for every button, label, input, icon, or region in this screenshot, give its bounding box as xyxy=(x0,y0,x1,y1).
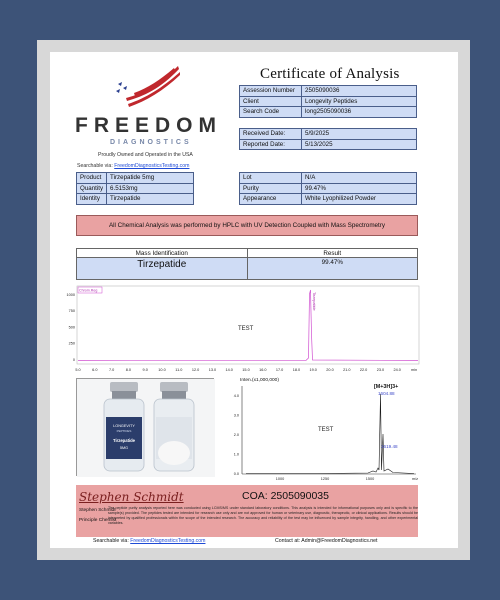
table-cell-label: Received Date: xyxy=(240,129,302,140)
hplc-x-tick-label: 15.0 xyxy=(242,368,250,372)
table-row xyxy=(240,86,417,97)
table-row xyxy=(240,96,417,107)
signature-script: Stephen Schmidt xyxy=(79,490,184,504)
table-cell-value: N/A xyxy=(302,173,417,184)
hplc-y-axis xyxy=(67,293,75,362)
ms-x-axis xyxy=(276,477,418,481)
table-row xyxy=(77,173,194,184)
coa-number: COA: 2505090035 xyxy=(242,490,329,502)
ms-peak-1604: 1604.88 xyxy=(378,391,395,396)
logo-tagline: Proudly Owned and Operated in the USA xyxy=(98,152,193,158)
table-cell-value: Tirzepatide 5mg xyxy=(107,173,194,184)
table-cell-label: Product xyxy=(77,173,107,184)
table-row xyxy=(240,194,417,205)
ms-trace xyxy=(246,394,414,474)
ms-x-tick-label: 1500 xyxy=(365,477,375,481)
table-cell-label: Search Code xyxy=(240,107,302,118)
table-cell-value: 6.5153mg xyxy=(107,183,194,194)
vial-image-icon xyxy=(77,379,215,477)
mass-col-header: Mass Identification xyxy=(77,249,248,257)
hplc-x-tick-label: 19.0 xyxy=(309,368,317,372)
signer-name: Stephen Schmidt xyxy=(79,508,116,513)
table-row xyxy=(240,107,417,118)
hplc-x-tick-label: 21.0 xyxy=(343,368,351,372)
vial-brand: LONGEVITY xyxy=(113,424,135,428)
hplc-x-axis xyxy=(75,368,417,372)
table-row xyxy=(240,139,417,150)
hplc-x-tick-label: 8.0 xyxy=(125,368,132,372)
table-cell-label: Reported Date: xyxy=(240,139,302,150)
ms-y-tick-label: 3.0 xyxy=(233,413,239,418)
footer-search-prefix: Searchable via: xyxy=(93,538,129,544)
vial-product: Tirzepatide xyxy=(112,438,136,443)
hplc-x-tick-label: 17.0 xyxy=(275,368,284,372)
footer-contact: Contact at: Admin@FreedomDiagnostics.net xyxy=(275,538,378,544)
table-row xyxy=(240,129,417,140)
mass-spectrum xyxy=(218,374,418,482)
hplc-x-tick-label: 5.0 xyxy=(75,368,81,372)
page-title: Certificate of Analysis xyxy=(260,66,400,82)
lot-table xyxy=(239,172,417,205)
hplc-y-tick-label: 250 xyxy=(68,341,75,346)
hplc-x-tick-label: 14.0 xyxy=(225,368,233,372)
table-cell-label: Quantity xyxy=(77,183,107,194)
hplc-x-tick-label: 11.0 xyxy=(175,368,183,372)
footer-search-link[interactable]: FreedomDiagnosticsTesting.com xyxy=(130,538,206,544)
table-cell-value: 5/13/2025 xyxy=(302,139,417,150)
searchable-prefix: Searchable via: xyxy=(77,163,113,169)
vial-dose: 5MG xyxy=(119,446,129,450)
vial-photo xyxy=(76,378,214,476)
ms-x-tick-label: m/z xyxy=(411,477,418,481)
hplc-y-tick-label: 0 xyxy=(72,357,75,362)
table-cell-label: Client xyxy=(240,96,302,107)
flag-logo-icon xyxy=(108,64,183,108)
hplc-x-tick-label: min xyxy=(410,368,418,372)
table-cell-label: Assession Number xyxy=(240,86,302,97)
ms-y-tick-label: 2.0 xyxy=(233,433,239,437)
footer-searchable xyxy=(93,538,205,544)
hplc-y-tick-label: 750 xyxy=(68,309,75,314)
table-cell-value: 5/9/2025 xyxy=(302,129,417,140)
table-row xyxy=(240,183,417,194)
ms-x-tick-label: 1250 xyxy=(320,477,330,481)
table-cell-label: Lot xyxy=(240,173,302,184)
mass-table xyxy=(76,248,418,280)
hplc-y-tick-label: 500 xyxy=(68,325,75,330)
hplc-x-tick-label: 22.0 xyxy=(359,368,368,372)
ms-y-tick-label: 1.0 xyxy=(233,452,239,457)
table-cell-value: Longevity Peptides xyxy=(302,96,417,107)
dates-table xyxy=(239,128,417,150)
table-cell-value: White Lyophilized Powder xyxy=(302,194,417,205)
hplc-plot-area xyxy=(77,286,419,364)
ms-y-tick-label: 0.0 xyxy=(233,472,239,476)
hplc-watermark: TEST xyxy=(238,326,254,332)
result-col-header: Result xyxy=(323,250,342,257)
table-cell-value: Tirzepatide xyxy=(107,194,194,205)
table-cell-value: 99.47% xyxy=(302,183,417,194)
table-cell-label: Identity xyxy=(77,194,107,205)
hplc-x-tick-label: 6.0 xyxy=(92,368,98,372)
ms-x-tick-label: 1000 xyxy=(275,477,285,481)
table-row xyxy=(77,183,194,194)
hplc-x-tick-label: 16.0 xyxy=(259,368,267,372)
disclaimer-text: The peptide purity analysis reported here was conducted using LCMS/MS under standard laboratory conditions. This analysis is intended for informational purposes only and is specific to the sample(s) provided. The peptides tested are intended for research use only and are not approved for human or veterinary use, diagnostic, therapeutic, or clinical applications. Results should be interpreted by qualified professionals within the scope of the intended research. The accuracy and reliability of the test may be influenced by sample integrity, handling, and other experimental variables. xyxy=(108,506,418,526)
signer-role: Principle Chemist xyxy=(79,518,117,523)
hplc-x-tick-label: 18.0 xyxy=(292,368,301,372)
searchable-line xyxy=(77,163,189,169)
hplc-x-tick-label: 7.0 xyxy=(108,368,115,372)
table-cell-value: 2505090036 xyxy=(302,86,417,97)
method-banner: All Chemical Analysis was performed by HPLC with UV Detection Coupled with Mass Spectrometry xyxy=(76,215,418,236)
table-cell-label: Appearance xyxy=(240,194,302,205)
hplc-x-tick-label: 24.0 xyxy=(393,368,401,372)
logo-wordmark: FREEDOM xyxy=(75,114,222,137)
table-cell-label: Purity xyxy=(240,183,302,194)
table-cell-value: long2505090036 xyxy=(302,107,417,118)
mass-identity-value: Tirzepatide xyxy=(77,258,248,279)
hplc-y-tick-label: 1000 xyxy=(66,293,75,297)
header-table xyxy=(239,85,417,118)
table-row xyxy=(240,173,417,184)
ms-y-tick-label: 4.0 xyxy=(233,394,239,398)
hplc-x-tick-label: 9.0 xyxy=(142,368,148,372)
mass-result-value: 99.47% xyxy=(321,259,343,266)
searchable-link[interactable]: FreedomDiagnosticsTesting.com xyxy=(114,163,190,169)
hplc-x-tick-label: 13.0 xyxy=(208,368,217,372)
hplc-x-tick-label: 12.0 xyxy=(191,368,200,372)
hplc-chromatogram xyxy=(50,284,458,376)
ms-peak-1619: 1619.48 xyxy=(381,444,398,449)
vial-brand-sub: PEPTIDES xyxy=(116,429,132,433)
certificate-page xyxy=(50,52,458,548)
mass-table-header xyxy=(77,249,417,258)
hplc-legend: Chrom.Reg xyxy=(79,288,98,293)
table-row xyxy=(77,194,194,205)
ms-axis-title: Inten.(x1,000,000) xyxy=(240,378,279,383)
ms-ion-label: [M+3H]3+ xyxy=(374,384,399,390)
ms-y-axis xyxy=(234,394,239,476)
table-row xyxy=(77,258,417,279)
product-table xyxy=(76,172,194,205)
hplc-peak-label: Tirzepatide xyxy=(312,292,316,311)
ms-watermark: TEST xyxy=(318,427,334,433)
hplc-x-tick-label: 23.0 xyxy=(376,368,385,372)
logo-subwordmark: DIAGNOSTICS xyxy=(110,139,192,146)
hplc-x-tick-label: 20.0 xyxy=(326,368,334,372)
hplc-x-tick-label: 10.0 xyxy=(158,368,166,372)
